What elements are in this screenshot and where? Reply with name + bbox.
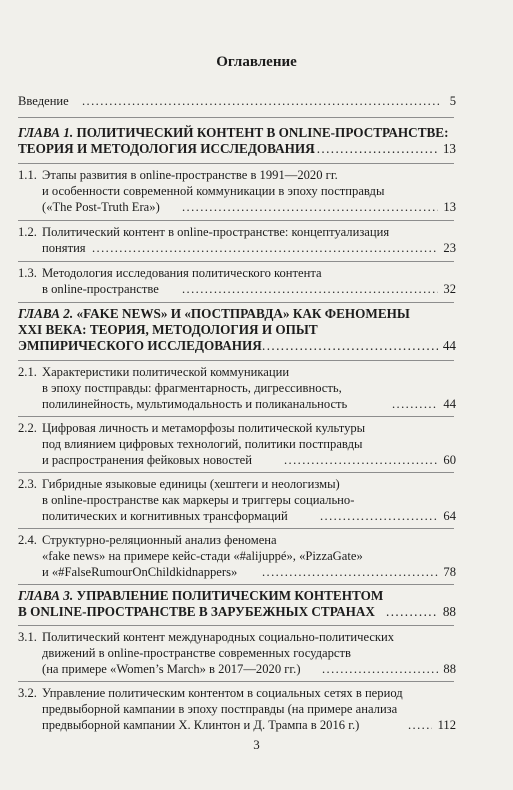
section-title: полилинейность, мультимодальность и поликанальность xyxy=(42,397,348,411)
section-title: «fake news» на примере кейс-стади «#alijuppé», «PizzaGate» xyxy=(42,549,363,563)
leader-dots xyxy=(312,141,438,157)
toc-page-number: 88 xyxy=(443,662,456,676)
toc-page-number: 44 xyxy=(443,397,456,411)
divider xyxy=(18,220,454,221)
section-title: Этапы развития в online-пространстве в 1991—2020 гг. xyxy=(42,168,338,182)
section-title: понятия xyxy=(42,241,86,255)
toc-title: Оглавление xyxy=(216,54,297,70)
divider xyxy=(18,163,454,164)
section-title: и особенности современной коммуникации в эпоху постправды xyxy=(42,184,385,198)
chapter-title: XXI ВЕКА: ТЕОРИЯ, МЕТОДОЛОГИЯ И ОПЫТ xyxy=(18,322,318,337)
page-number-footer: 3 xyxy=(253,737,260,752)
section-number: 1.2. xyxy=(18,225,37,239)
section-title: Управление политическим контентом в социальных сетях в период xyxy=(42,686,403,700)
section-number: 2.1. xyxy=(18,365,37,379)
section-title: под влиянием цифровых технологий, политики постправды xyxy=(42,437,363,451)
section-title: (на примере «Women’s March» в 2017—2020 гг.) xyxy=(42,662,301,676)
section-title: в online-пространстве как маркеры и триггеры социально- xyxy=(42,493,355,507)
leader-dots xyxy=(320,508,438,524)
section-title: Гибридные языковые единицы (хештеги и неологизмы) xyxy=(42,477,340,491)
divider xyxy=(18,625,454,626)
toc-page-number: 13 xyxy=(443,200,456,214)
divider xyxy=(18,681,454,682)
divider xyxy=(18,360,454,361)
toc-page-number: 112 xyxy=(437,718,456,732)
toc-page-number: 23 xyxy=(443,241,456,255)
chapter-title: «FAKE NEWS» И «ПОСТПРАВДА» КАК ФЕНОМЕНЫ xyxy=(76,306,410,321)
section-title: предвыборной кампании в эпоху постправды (на примере анализа xyxy=(42,702,398,716)
chapter-title: В ONLINE-ПРОСТРАНСТВЕ В ЗАРУБЕЖНЫХ СТРАНАХ xyxy=(18,604,375,619)
section-title: Цифровая личность и метаморфозы политической культуры xyxy=(42,421,366,435)
divider xyxy=(18,472,454,473)
toc-page-number: 32 xyxy=(443,282,456,296)
section-title: движений в online-пространстве современных государств xyxy=(42,646,351,660)
section-number: 2.2. xyxy=(18,421,37,435)
section-number: 1.1. xyxy=(18,168,37,182)
toc-page-number: 44 xyxy=(442,338,456,353)
section-title: предвыборной кампании Х. Клинтон и Д. Трампа в 2016 г.) xyxy=(42,718,360,732)
section-title: в online-пространстве xyxy=(42,282,159,296)
divider xyxy=(18,117,454,118)
leader-dots xyxy=(392,396,438,412)
leader-dots xyxy=(408,717,432,733)
leader-dots xyxy=(182,281,438,297)
section-number: 3.2. xyxy=(18,686,37,700)
section-title: Структурно-реляционный анализ феномена xyxy=(42,533,277,547)
leader-dots xyxy=(284,452,438,468)
toc-page-number: 88 xyxy=(442,604,456,619)
section-number: 1.3. xyxy=(18,266,37,280)
section-number: 2.4. xyxy=(18,533,37,547)
section-title: и распространения фейковых новостей xyxy=(42,453,252,467)
section-title: Политический контент международных социально-политических xyxy=(42,630,395,644)
section-title: в эпоху постправды: фрагментарность, дигрессивность, xyxy=(42,381,342,395)
section-title: и «#FalseRumourOnChildkidnappers» xyxy=(42,565,238,579)
chapter-title: ТЕОРИЯ И МЕТОДОЛОГИЯ ИССЛЕДОВАНИЯ xyxy=(18,141,315,156)
chapter-title: УПРАВЛЕНИЕ ПОЛИТИЧЕСКИМ КОНТЕНТОМ xyxy=(76,588,384,603)
toc-page-number: 5 xyxy=(449,94,456,108)
section-title: Методология исследования политического контента xyxy=(42,266,322,280)
leader-dots xyxy=(82,93,442,109)
leader-dots xyxy=(182,199,438,215)
chapter-label: ГЛАВА 3. xyxy=(18,588,74,603)
toc-entry-label: Введение xyxy=(18,94,69,108)
chapter-label: ГЛАВА 1. xyxy=(18,125,74,140)
chapter-label: ГЛАВА 2. xyxy=(18,306,74,321)
toc-page-number: 13 xyxy=(442,141,456,156)
divider xyxy=(18,261,454,262)
divider xyxy=(18,584,454,585)
section-title: («The Post-Truth Era») xyxy=(42,200,160,214)
chapter-title: ПОЛИТИЧЕСКИЙ КОНТЕНТ В ONLINE-ПРОСТРАНСТВЕ: xyxy=(76,125,449,140)
section-number: 2.3. xyxy=(18,477,37,491)
leader-dots xyxy=(92,240,438,256)
leader-dots xyxy=(262,338,438,354)
divider xyxy=(18,302,454,303)
leader-dots xyxy=(262,564,438,580)
section-number: 3.1. xyxy=(18,630,37,644)
toc-page-number: 60 xyxy=(443,453,456,467)
divider xyxy=(18,528,454,529)
leader-dots xyxy=(322,661,438,677)
chapter-title: ЭМПИРИЧЕСКОГО ИССЛЕДОВАНИЯ xyxy=(18,338,262,353)
toc-page-number: 64 xyxy=(443,509,456,523)
leader-dots xyxy=(386,604,438,620)
section-title: Политический контент в online-пространстве: концептуализация xyxy=(42,225,390,239)
section-title: Характеристики политической коммуникации xyxy=(42,365,290,379)
toc-page-number: 78 xyxy=(443,565,456,579)
section-title: политических и когнитивных трансформаций xyxy=(42,509,288,523)
divider xyxy=(18,416,454,417)
